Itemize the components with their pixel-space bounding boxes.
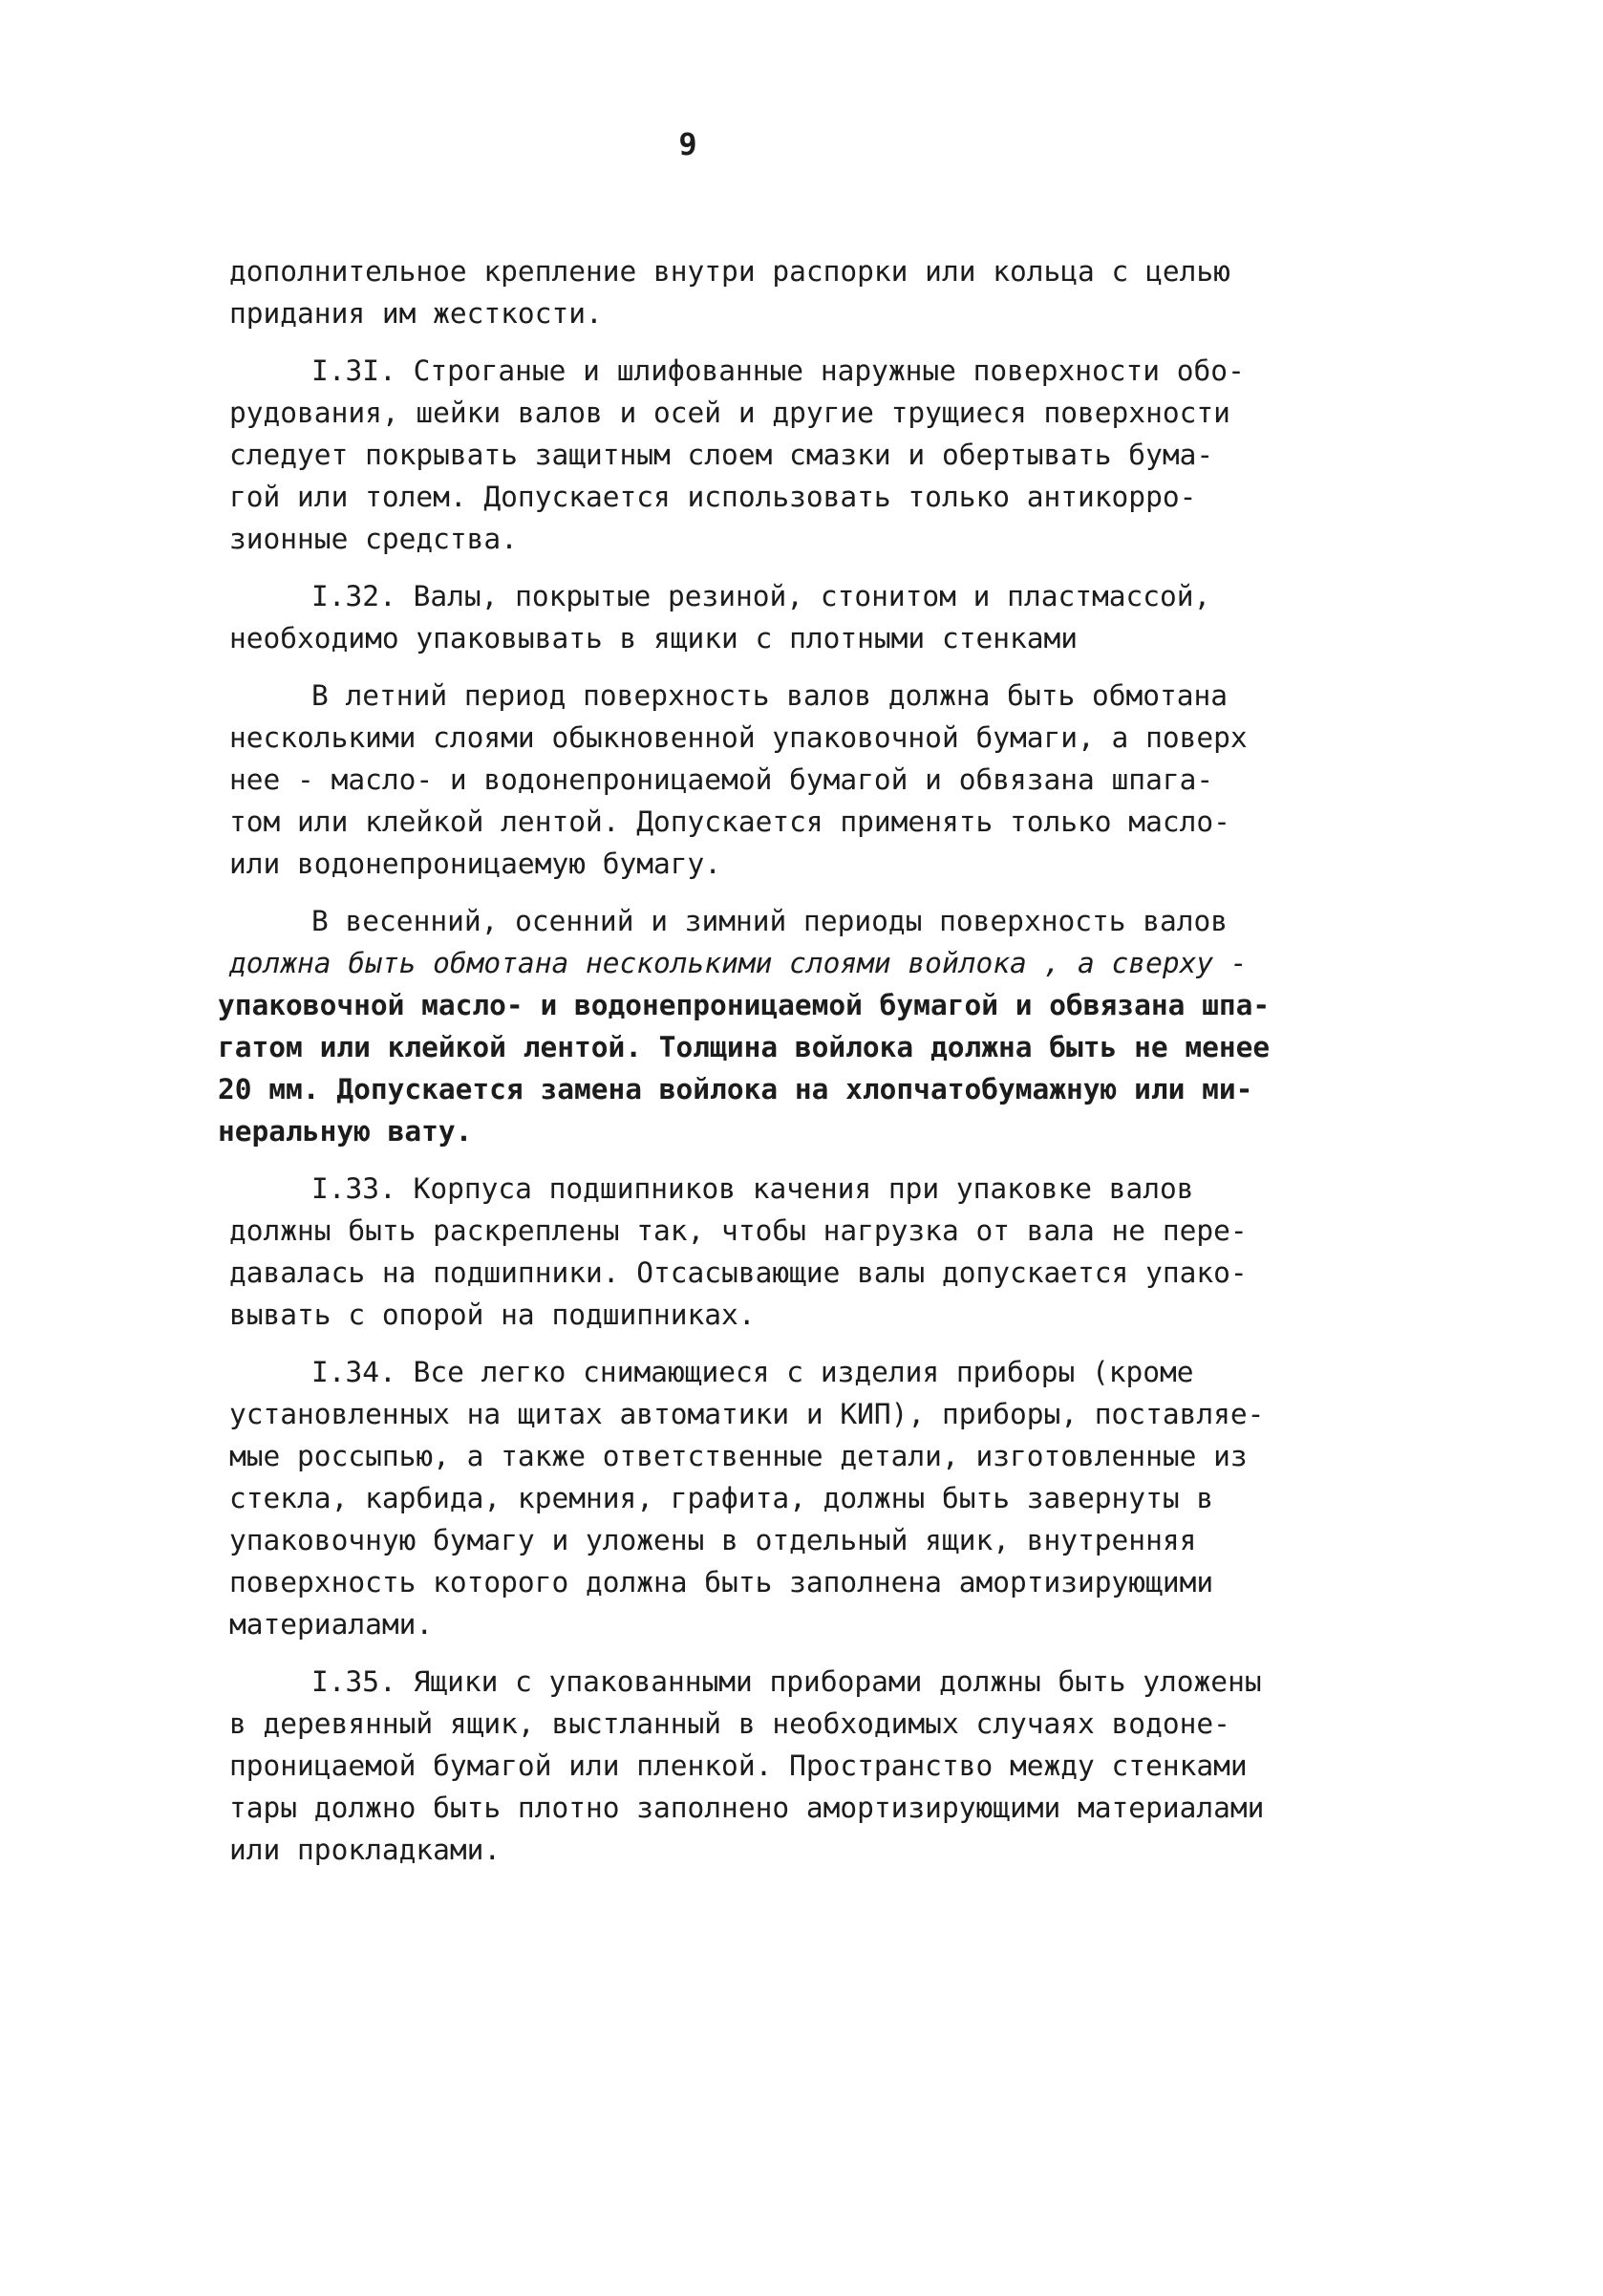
paragraph-1-34 xyxy=(229,1351,1265,1645)
text-line: I.34. Все легко снимающиеся с изделия приборы (кроме xyxy=(311,1356,1194,1388)
text-line: зионные средства. xyxy=(229,523,518,555)
text-line: гой или толем. Допускается использовать только антикорро- xyxy=(229,481,1197,513)
page-number: 9 xyxy=(678,126,697,162)
text-line: рудования, шейки валов и осей и другие трущиеся поверхности xyxy=(229,397,1230,429)
text-line: тары должно быть плотно заполнено амортизирующими материалами xyxy=(229,1792,1265,1824)
text-line: I.35. Ящики с упакованными приборами должны быть уложены xyxy=(311,1665,1262,1698)
text-line: В летний период поверхность валов должна быть обмотана xyxy=(311,679,1229,712)
paragraph-1-31 xyxy=(229,350,1261,560)
text-line: должна быть обмотана несколькими слоями войлока , а сверху - xyxy=(229,947,1248,979)
text-line: следует покрывать защитным слоем смазки и обертывать бума- xyxy=(229,439,1214,471)
paragraph-1-32 xyxy=(229,575,1261,659)
text-line: материалами. xyxy=(229,1608,434,1641)
text-line: давалась на подшипники. Отсасывающие валы допускается упако- xyxy=(229,1256,1248,1289)
document-body xyxy=(218,250,1271,1886)
text-line: В весенний, осенний и зимний периоды поверхность валов xyxy=(311,905,1229,937)
text-line: I.3I. Строганые и шлифованные наружные поверхности обо- xyxy=(311,354,1245,387)
text-line: поверхность которого должна быть заполнена амортизирующими xyxy=(229,1566,1214,1599)
text-line: или водонепроницаемую бумагу. xyxy=(229,848,722,880)
paragraph-1-35 xyxy=(229,1661,1265,1871)
paragraph-1-33 xyxy=(229,1168,1261,1336)
text-line: в деревянный ящик, выстланный в необходимых случаях водоне- xyxy=(229,1707,1230,1740)
text-line: неральную вату. xyxy=(218,1115,473,1148)
text-line: 20 мм. Допускается замена войлока на хлопчатобумажную или ми- xyxy=(218,1073,1253,1105)
text-line: гатом или клейкой лентой. Толщина войлока должна быть не менее xyxy=(218,1031,1271,1063)
text-line: нее - масло- и водонепроницаемой бумагой и обвязана шпага- xyxy=(229,763,1214,796)
text-line: стекла, карбида, кремния, графита, должны быть завернуты в xyxy=(229,1482,1214,1514)
text-line: придания им жесткости. xyxy=(229,297,603,330)
text-line: упаковочную бумагу и уложены в отдельный ящик, внутренняя xyxy=(229,1524,1197,1556)
text-line: вывать с опорой на подшипниках. xyxy=(229,1298,756,1331)
text-line: мые россыпью, а также ответственные детали, изготовленные из xyxy=(229,1440,1248,1472)
paragraph-summer-period xyxy=(229,675,1261,885)
text-line: необходимо упаковывать в ящики с плотными стенками xyxy=(229,622,1079,654)
text-line: несколькими слоями обыкновенной упаковочной бумаги, а поверх xyxy=(229,721,1248,754)
text-line: I.32. Валы, покрытые резиной, стонитом и пластмассой, xyxy=(311,580,1211,612)
paragraph-continuation xyxy=(229,250,1261,334)
text-line: том или клейкой лентой. Допускается применять только масло- xyxy=(229,805,1230,838)
text-line: или прокладками. xyxy=(229,1834,502,1866)
text-line: упаковочной масло- и водонепроницаемой бумагой и обвязана шпа- xyxy=(218,989,1271,1021)
text-line: I.33. Корпуса подшипников качения при упаковке валов xyxy=(311,1172,1194,1205)
text-line: установленных на щитах автоматики и КИП), приборы, поставляе- xyxy=(229,1398,1265,1430)
text-line: дополнительное крепление внутри распорки или кольца с целью xyxy=(229,255,1230,288)
text-line: проницаемой бумагой или пленкой. Пространство между стенками xyxy=(229,1749,1248,1782)
paragraph-winter-period xyxy=(218,900,1271,1152)
text-line: должны быть раскреплены так, чтобы нагрузка от вала не пере- xyxy=(229,1214,1248,1247)
